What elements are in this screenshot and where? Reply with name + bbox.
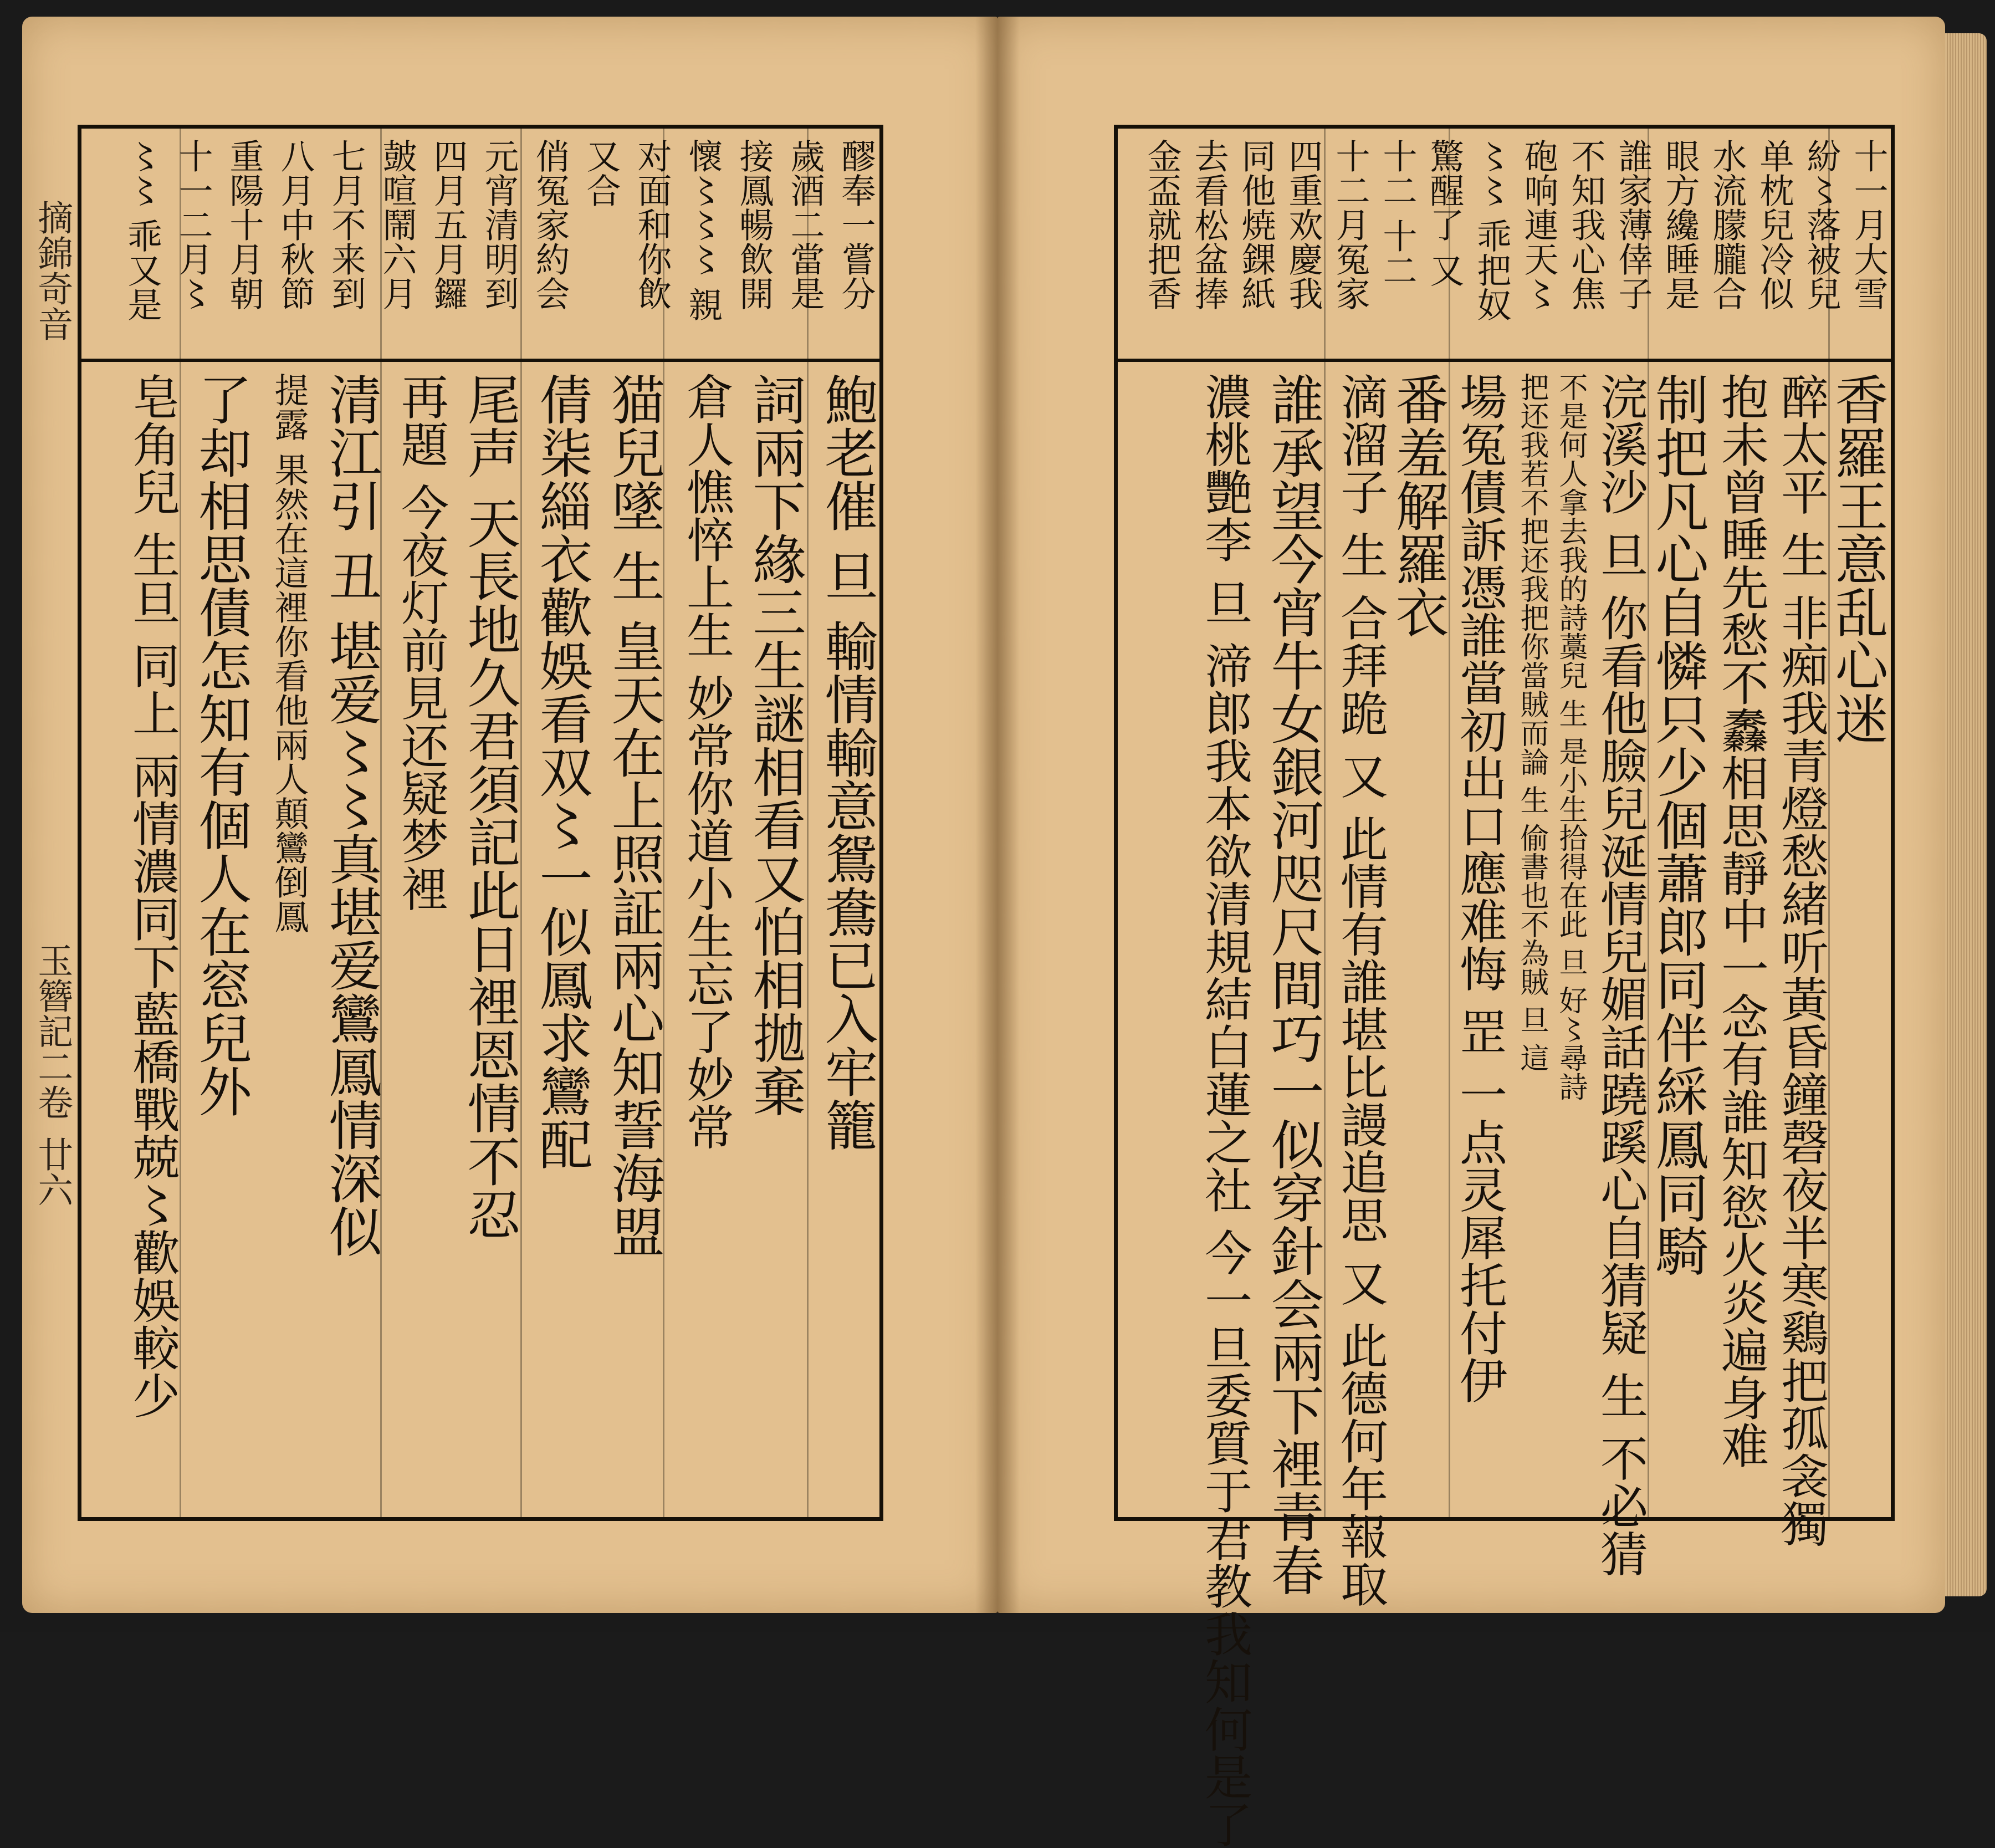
right-register-col: 去看松盆捧 <box>1189 139 1229 310</box>
right-main-col: 濃桃艷李 旦 渧郎我本欲清規結白蓮之社 今一旦委質于君教我知何是了 <box>1196 372 1252 1848</box>
right-main-col: 場冤債訴憑誰當初出口應难悔 罡 一点灵犀托付伊 <box>1451 372 1507 1404</box>
right-register-col: 砲响連天〻 <box>1518 139 1559 310</box>
right-register-col: 金盃就把香 <box>1142 139 1182 310</box>
right-register-col: 十一月大雪 <box>1848 139 1889 310</box>
left-main-col: 了却相思債怎知有個人在窓兒外 <box>190 372 252 1117</box>
left-register-col: 接鳳暢飲開 <box>734 139 774 310</box>
right-register-col: 〻〻 乖把奴 <box>1471 139 1512 321</box>
left-main-col: 倉人憔悴上生 妙常你道小生忘了妙常 <box>678 372 734 1151</box>
left-register-col: 皷喧鬧六月 <box>377 139 417 310</box>
column-rule <box>520 129 522 1517</box>
right-main-col: 不是何人拿去我的詩藁兒 生 是小生拾得在此 旦 好〻尋詩 <box>1554 372 1587 1101</box>
right-main-col: 番羞解羅衣 <box>1387 372 1449 639</box>
left-text-frame <box>78 125 883 1521</box>
column-rule <box>1828 129 1830 1517</box>
right-main-col: 把还我若不把还我把你當賊而論 生 偷書也不為賊 旦 這 <box>1515 372 1548 1073</box>
left-register-col: 重陽十月朝 <box>224 139 264 310</box>
left-main-col: 倩柒緇衣歡娛看双〻一似鳳求鸞配 <box>531 372 593 1171</box>
right-main-col: 抱未曾睡先愁不䆐相思靜中一念有誰知慾火炎遍身难 <box>1713 372 1768 1469</box>
section-label-margin: 玉簪記二卷 <box>32 942 73 1120</box>
left-register-col: 元宵清明到 <box>479 139 519 310</box>
right-main-col: 制把凡心自憐只少個蕭郎同伴綵鳳同騎 <box>1647 372 1709 1277</box>
right-register-col: 十二月冤家 <box>1330 139 1370 310</box>
right-register-col: 不知我心焦 <box>1566 139 1606 310</box>
left-register-col: 八月中秋節 <box>275 139 315 310</box>
left-main-col: 猫兒墜 生 皇天在上照証兩心知誓海盟 <box>603 372 665 1258</box>
register-divider <box>1118 359 1891 362</box>
left-main-col: 鮑老催 旦 輸情輸意鴛鴦已入牢籠 <box>816 372 878 1152</box>
right-text-frame <box>1114 125 1895 1848</box>
right-register-col: 水流朦朧合 <box>1707 139 1747 310</box>
left-register-col: 〻〻 乖又是 <box>122 139 162 321</box>
left-main-col: 清江引 丑 堪爱〻〻真堪爱鸞鳳情深似 <box>320 372 382 1258</box>
left-main-col: 提露 果然在這裡你看他兩人顛鸞倒鳳 <box>269 372 309 933</box>
left-register-col: 懷〻〻〻 親 <box>683 139 723 321</box>
page-edge-stack <box>1945 33 1987 1596</box>
column-rule <box>380 129 382 1517</box>
right-register-col: 眼方纔睡是 <box>1660 139 1700 310</box>
right-main-col: 浣溪沙 旦 你看他臉兒涎情兒媚話蹺蹊心自猜疑 生 不必猜 <box>1592 372 1648 1578</box>
left-register-col: 十一二月〻 <box>173 139 213 310</box>
column-rule <box>1449 129 1450 1517</box>
right-register-col: 紛〻落被兒 <box>1801 139 1841 310</box>
left-main-col: 皂角兒 生旦 同上 兩情濃同下藍橋戰兢〻歡娛較少 <box>124 372 180 1420</box>
left-register-col: 七月不来到 <box>326 139 366 310</box>
right-register-col: 驚醒了 又 <box>1424 139 1465 287</box>
column-rule <box>1648 129 1649 1517</box>
page-number-margin: 廿六 <box>32 1136 73 1207</box>
left-register-col: 俏冤家約会 <box>530 139 570 310</box>
left-register-col: 对面和你飲 <box>632 139 672 310</box>
right-register-col: 同他焼錁紙 <box>1236 139 1276 310</box>
right-register-col: 十二 十二 <box>1377 139 1418 287</box>
left-register-col: 四月五月鑼 <box>428 139 468 310</box>
right-register-col: 单枕兒冷似 <box>1754 139 1794 310</box>
left-main-col: 尾声 天長地久君須記此日裡恩情不忍 <box>459 372 521 1241</box>
book-gutter <box>975 17 1020 1613</box>
right-main-col: 香羅王意乱心迷 <box>1827 372 1889 745</box>
right-main-col: 醉太平 生 非痴我青燈愁緒听黃昏鐘磬夜半寒鷄把孤衾獨 <box>1773 372 1828 1547</box>
left-main-col: 詞兩下緣三生謎相看又怕相拋棄 <box>744 372 806 1117</box>
right-main-col: 滴溜子 生 合拜跪 又 此情有誰堪比謾追思 又 此德何年報取 <box>1332 372 1388 1608</box>
right-main-col: 誰承望今宵牛女銀河咫尺間巧一似穿針会兩下裡青春 <box>1262 372 1324 1596</box>
column-rule <box>663 129 664 1517</box>
right-register-col: 誰家薄倖子 <box>1613 139 1653 310</box>
left-register-col: 歲酒二當是 <box>785 139 825 310</box>
left-register-col: 又合 <box>581 139 621 207</box>
column-rule <box>1324 129 1326 1517</box>
right-register-col: 四重欢慶我 <box>1283 139 1323 310</box>
left-register-col: 醪奉一嘗分 <box>836 139 876 310</box>
left-main-col: 再題 今夜灯前見还疑梦裡 <box>393 372 448 912</box>
column-rule <box>180 129 181 1517</box>
book-title-margin: 摘錦奇音 <box>32 200 73 341</box>
column-rule <box>807 129 809 1517</box>
register-divider <box>81 359 879 362</box>
